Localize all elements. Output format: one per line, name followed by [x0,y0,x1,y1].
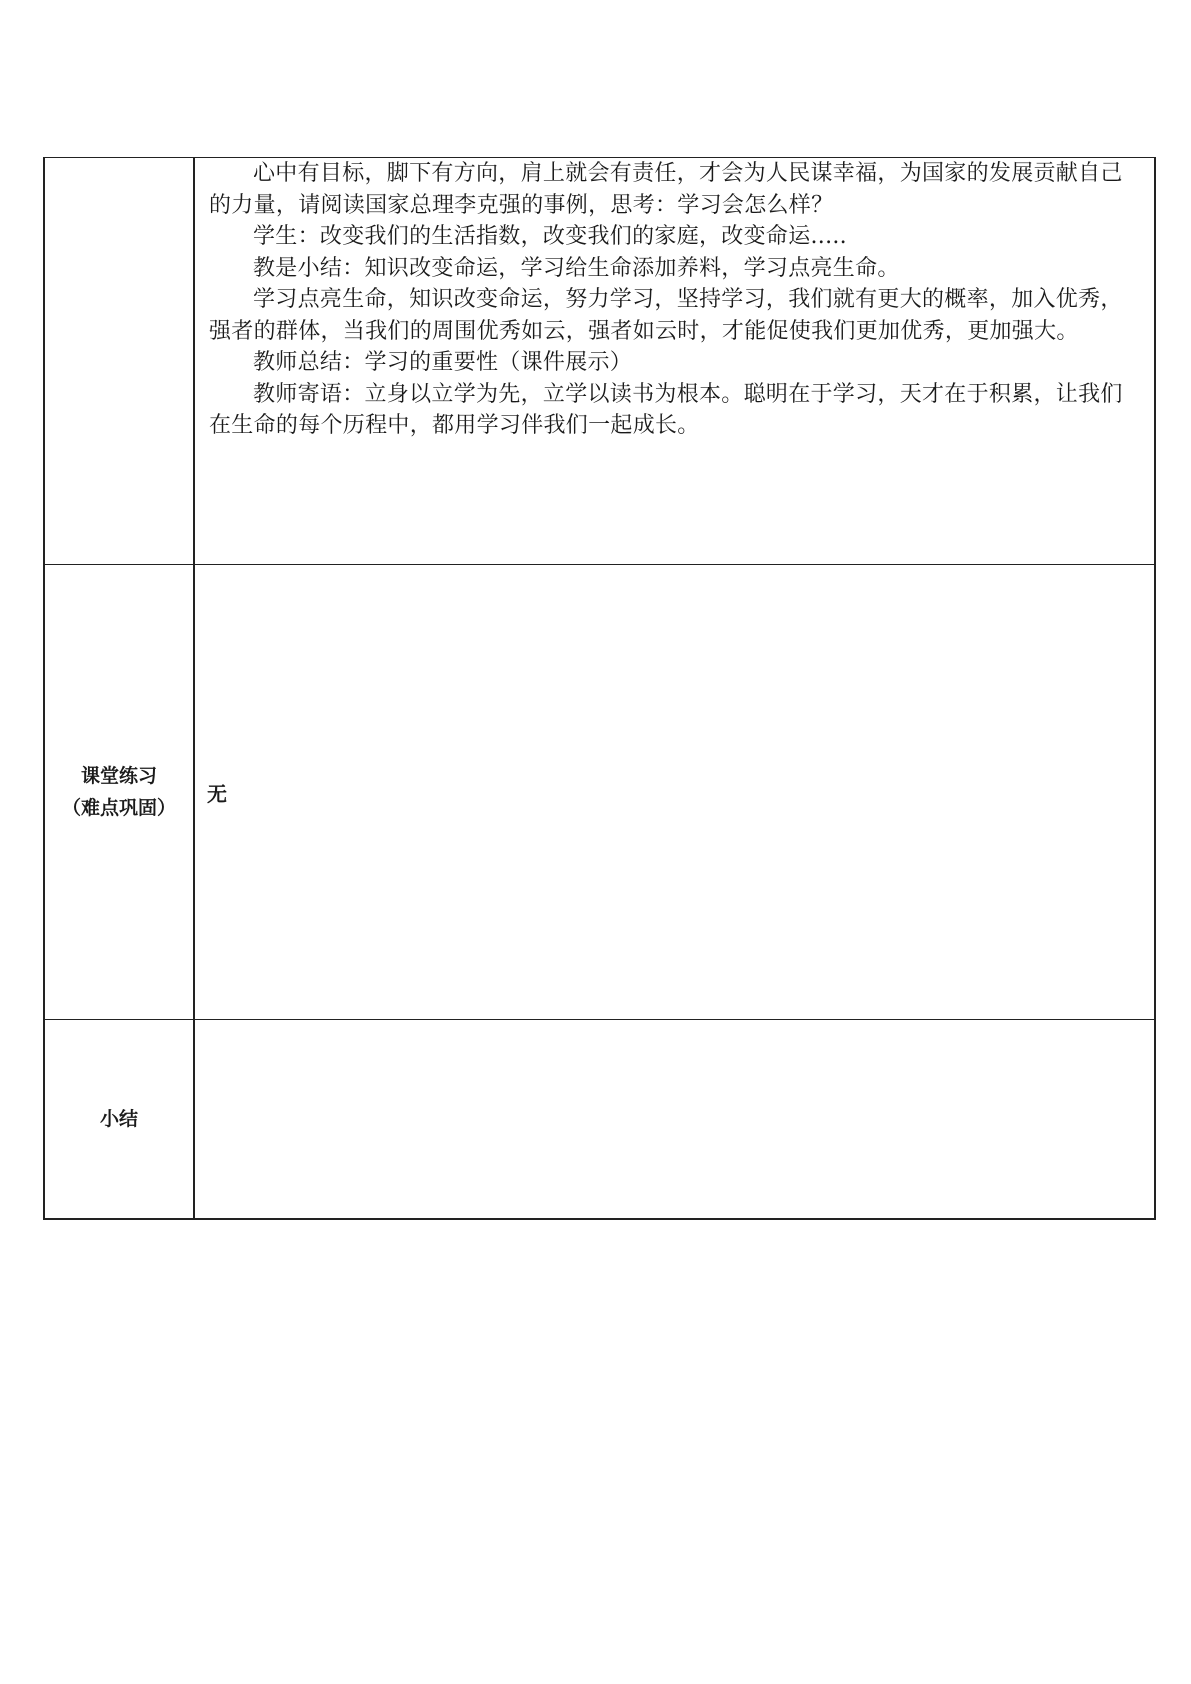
label-line-1: 课堂练习 [80,765,157,787]
lesson-plan-table [43,157,1156,1220]
summary-cell [194,1020,1155,1219]
table-row [44,158,1155,565]
paragraph-conclusion: 教师总结：学习的重要性（课件展示） [253,350,633,375]
paragraph-learning: 学习点亮生命，知识改变命运，努力学习，坚持学习，我们就有更大的概率，加入优秀，强者的群体，当我们的周围优秀如云，强者如云时，才能促使我们更加优秀，更加强大。 [209,287,1123,344]
classroom-exercise-content: 无 [207,781,227,806]
paragraph-student: 学生：改变我们的生活指数，改变我们的家庭，改变命运..... [253,224,847,249]
summary-label: 小结 [44,1020,194,1219]
classroom-exercise-label [44,565,194,1020]
paragraph-teacher-summary: 教是小结：知识改变命运，学习给生命添加养料，学习点亮生命。 [253,255,900,281]
paragraph-goal: 心中有目标，脚下有方向，肩上就会有责任，才会为人民谋幸福，为国家的发展贡献自己的力量，请阅读国家总理李克强的事例，思考：学习会怎么样？ [209,161,1123,218]
row-label-empty [44,158,194,565]
teaching-process-cell [194,158,1155,565]
classroom-exercise-cell [194,565,1155,1020]
paragraph-teacher-message: 教师寄语：立身以立学为先，立学以读书为根本。聪明在于学习，天才在于积累，让我们在生命的每个历程中，都用学习伴我们一起成长。 [209,381,1123,438]
table-row [44,565,1155,1020]
label-line-2: （难点巩固） [61,797,176,819]
teaching-process-text [195,158,1154,442]
table-row [44,1020,1155,1219]
